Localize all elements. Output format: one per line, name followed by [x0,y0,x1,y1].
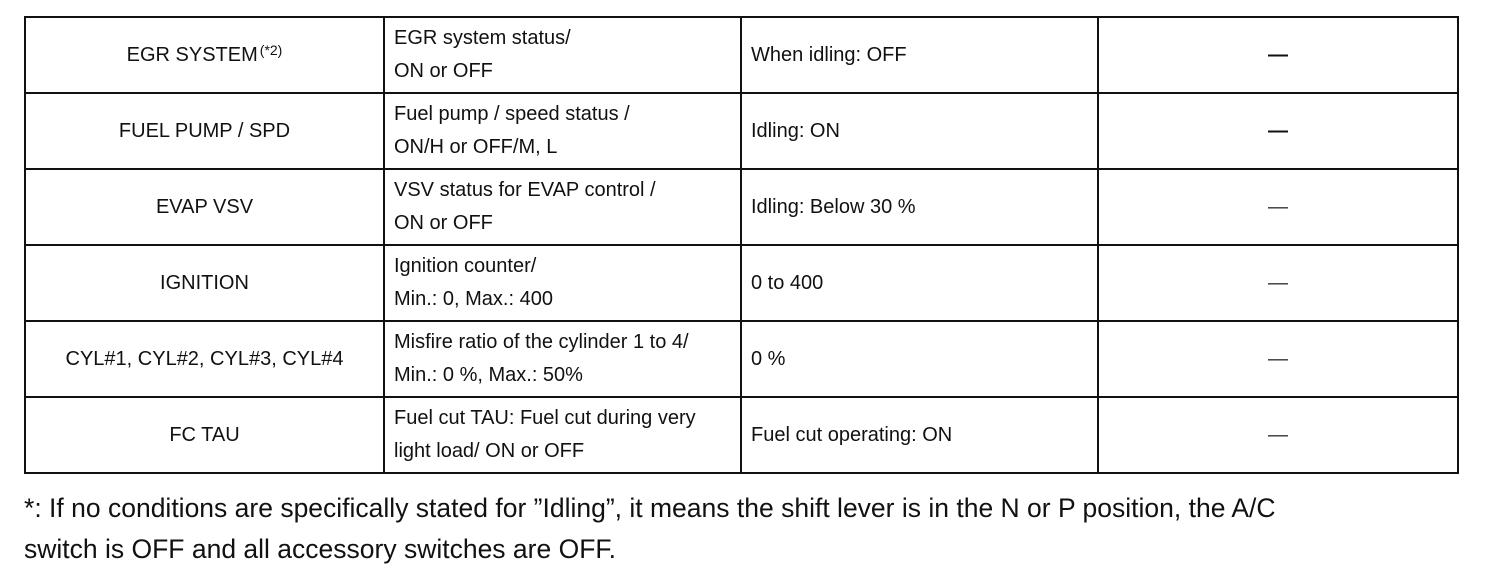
normal-condition-text: Idling: ON [751,119,840,142]
description-line: Fuel cut TAU: Fuel cut during very [394,407,696,429]
table-row [25,321,1458,397]
description-line: ON or OFF [394,60,493,82]
item-cell [25,245,384,321]
diagnostic-note-cell [1098,93,1458,169]
item-cell [25,397,384,473]
normal-condition-text: Idling: Below 30 % [751,195,916,218]
diagnostic-note-text: — [1268,119,1288,142]
measurement-item-cell [384,93,741,169]
diagnostic-note-text: — [1268,423,1288,446]
description-line: Fuel pump / speed status / [394,103,630,125]
normal-condition-cell [741,17,1098,93]
table-row [25,397,1458,473]
measurement-item-cell [384,17,741,93]
measurement-item-cell [384,397,741,473]
footnote-line: *: If no conditions are specifically stated for ”Idling”, it means the shift lever is in the N or P position, the A/C [24,493,1276,523]
description-line: ON/H or OFF/M, L [394,136,558,158]
table-row [25,169,1458,245]
item-note: (*2) [259,41,283,58]
diagnostic-note-text: — [1268,271,1288,294]
diagnostic-note-text: — [1268,347,1288,370]
description-line: Ignition counter/ [394,255,537,277]
normal-condition-cell [741,93,1098,169]
normal-condition-text: Fuel cut operating: ON [751,423,953,446]
item-label: EGR SYSTEM [126,43,258,66]
item-label: EVAP VSV [155,195,254,218]
diagnostic-note-text: — [1268,195,1288,218]
normal-condition-cell [741,169,1098,245]
diagnostic-note-cell [1098,397,1458,473]
item-cell [25,93,384,169]
table-row [25,245,1458,321]
description-line: ON or OFF [394,212,493,234]
diagnostic-note-text: — [1268,43,1288,66]
normal-condition-text: 0 to 400 [751,271,824,294]
footnote-line: switch is OFF and all accessory switches are OFF. [24,534,616,564]
table-row [25,93,1458,169]
description-line: Min.: 0 %, Max.: 50% [394,364,583,386]
item-cell [25,17,384,93]
table-row [25,17,1458,93]
item-label: IGNITION [160,271,249,294]
measurement-item-cell [384,169,741,245]
measurement-item-cell [384,245,741,321]
idling-footnote [24,488,1474,570]
diagnostic-note-cell [1098,321,1458,397]
data-list-table [24,16,1459,474]
item-label: FC TAU [169,423,240,446]
normal-condition-text: 0 % [751,347,786,370]
normal-condition-text: When idling: OFF [751,43,907,66]
description-line: light load/ ON or OFF [394,440,585,462]
description-line: EGR system status/ [394,27,571,49]
normal-condition-cell [741,321,1098,397]
item-cell [25,169,384,245]
item-label: CYL#1, CYL#2, CYL#3, CYL#4 [65,347,344,370]
measurement-item-cell [384,321,741,397]
diagnostic-note-cell [1098,169,1458,245]
item-label: FUEL PUMP / SPD [118,119,291,142]
item-cell [25,321,384,397]
normal-condition-cell [741,397,1098,473]
description-line: VSV status for EVAP control / [394,179,656,201]
normal-condition-cell [741,245,1098,321]
diagnostic-note-cell [1098,17,1458,93]
diagnostic-note-cell [1098,245,1458,321]
description-line: Min.: 0, Max.: 400 [394,288,553,310]
description-line: Misfire ratio of the cylinder 1 to 4/ [394,331,689,353]
